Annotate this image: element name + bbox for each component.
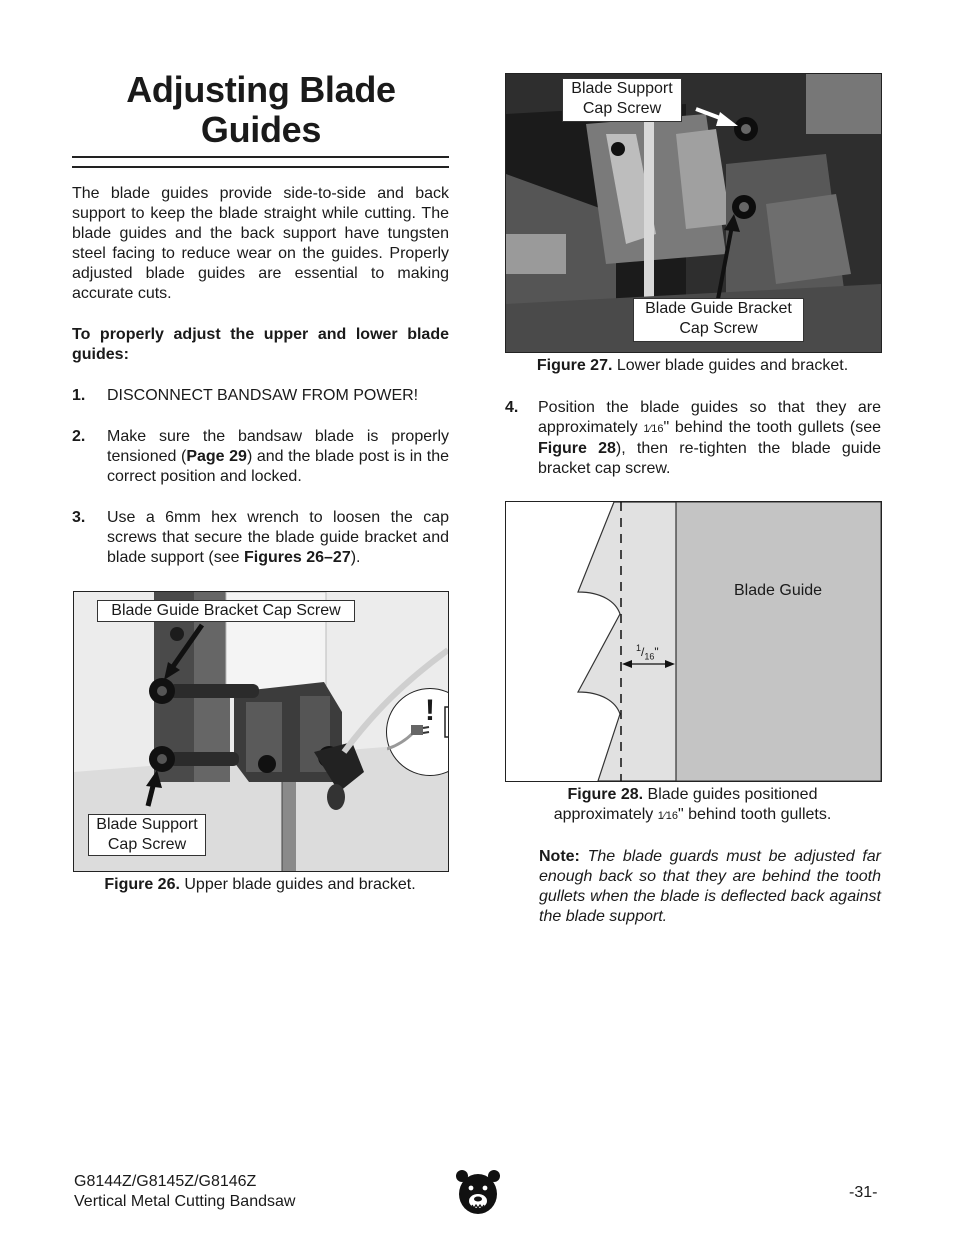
- title-rule-top: [72, 156, 449, 158]
- plug-outlet-icon: [387, 689, 449, 775]
- unplug-warning-inset: [386, 688, 449, 776]
- footer-product: Vertical Metal Cutting Bandsaw: [74, 1193, 296, 1210]
- figure-27: [505, 73, 882, 353]
- figure-28-caption: Figure 28. Blade guides positioned approximately 1⁄16" behind tooth gullets.: [553, 786, 832, 823]
- footer-model: G8144Z/G8145Z/G8146Z: [74, 1173, 257, 1190]
- warning-exclamation: !: [425, 694, 435, 727]
- page-number: -31-: [849, 1184, 878, 1201]
- step-text: DISCONNECT BANDSAW FROM POWER!: [107, 387, 419, 404]
- step-number: 3.: [72, 509, 86, 526]
- title-line-1: Adjusting Blade: [126, 69, 396, 110]
- fraction-sixteenth: 1⁄16: [643, 423, 664, 435]
- note-label: Note:: [539, 848, 580, 865]
- note-block: [539, 847, 881, 927]
- gap-dimension-label: $^1/_{16}$": [636, 643, 659, 662]
- callout-blade-support-cap-screw: Blade Support Cap Screw: [88, 814, 206, 856]
- note-text: The blade guards must be adjusted far enough back so that they are behind the tooth gullets when the blade is deflected back against the blade support.: [539, 848, 881, 925]
- step-2: [72, 427, 449, 487]
- title-rule-bottom: [72, 166, 449, 168]
- step-number: 4.: [505, 399, 519, 416]
- step-4: [505, 398, 881, 478]
- step-1: [72, 386, 449, 406]
- figure-reference: Figure 28: [538, 440, 616, 457]
- title-line-2: Guides: [200, 109, 322, 150]
- step-text: Use a 6mm hex wrench to loosen the cap screws that secure the blade guide bracket and blade support (see Figures 26–27).: [107, 509, 449, 566]
- intro-paragraph: The blade guides provide side-to-side and back support to keep the blade straight while cutting. The blade guides and the back support have tungsten steel facing to reduce wear on the guides. Properly adjusted blade guides are essential to making accurate cuts.: [72, 185, 449, 302]
- page-title: [72, 70, 450, 150]
- page-reference: Page 29: [186, 448, 247, 465]
- callout-blade-guide-bracket-cap-screw: Blade Guide Bracket Cap Screw: [97, 600, 355, 622]
- step-number: 1.: [72, 387, 86, 404]
- step-text: Make sure the bandsaw blade is properly tensioned (Page 29) and the blade post is in the correct position and locked.: [107, 428, 449, 485]
- step-number: 2.: [72, 428, 86, 445]
- figure-28-diagram: [506, 502, 881, 781]
- figure-28: [505, 501, 882, 782]
- step-text: Position the blade guides so that they are approximately 1⁄16" behind the tooth gullets (see Figure 28), then re-tighten the blade guide bracket cap screw.: [538, 399, 881, 477]
- figure-26: [73, 591, 449, 872]
- callout-blade-guide-bracket-cap-screw: Blade Guide Bracket Cap Screw: [633, 298, 804, 342]
- figure-26-caption: Figure 26. Upper blade guides and bracket.: [104, 876, 416, 893]
- callout-blade-support-cap-screw: Blade Support Cap Screw: [562, 78, 682, 122]
- blade-guide-label: Blade Guide: [734, 582, 823, 599]
- figure-27-caption: Figure 27. Lower blade guides and bracket.: [536, 357, 849, 374]
- figure-reference: Figures 26–27: [243, 549, 351, 566]
- procedure-heading: To properly adjust the upper and lower blade guides:: [72, 326, 449, 363]
- step-3: [72, 508, 449, 568]
- bear-logo-icon: [456, 1168, 500, 1216]
